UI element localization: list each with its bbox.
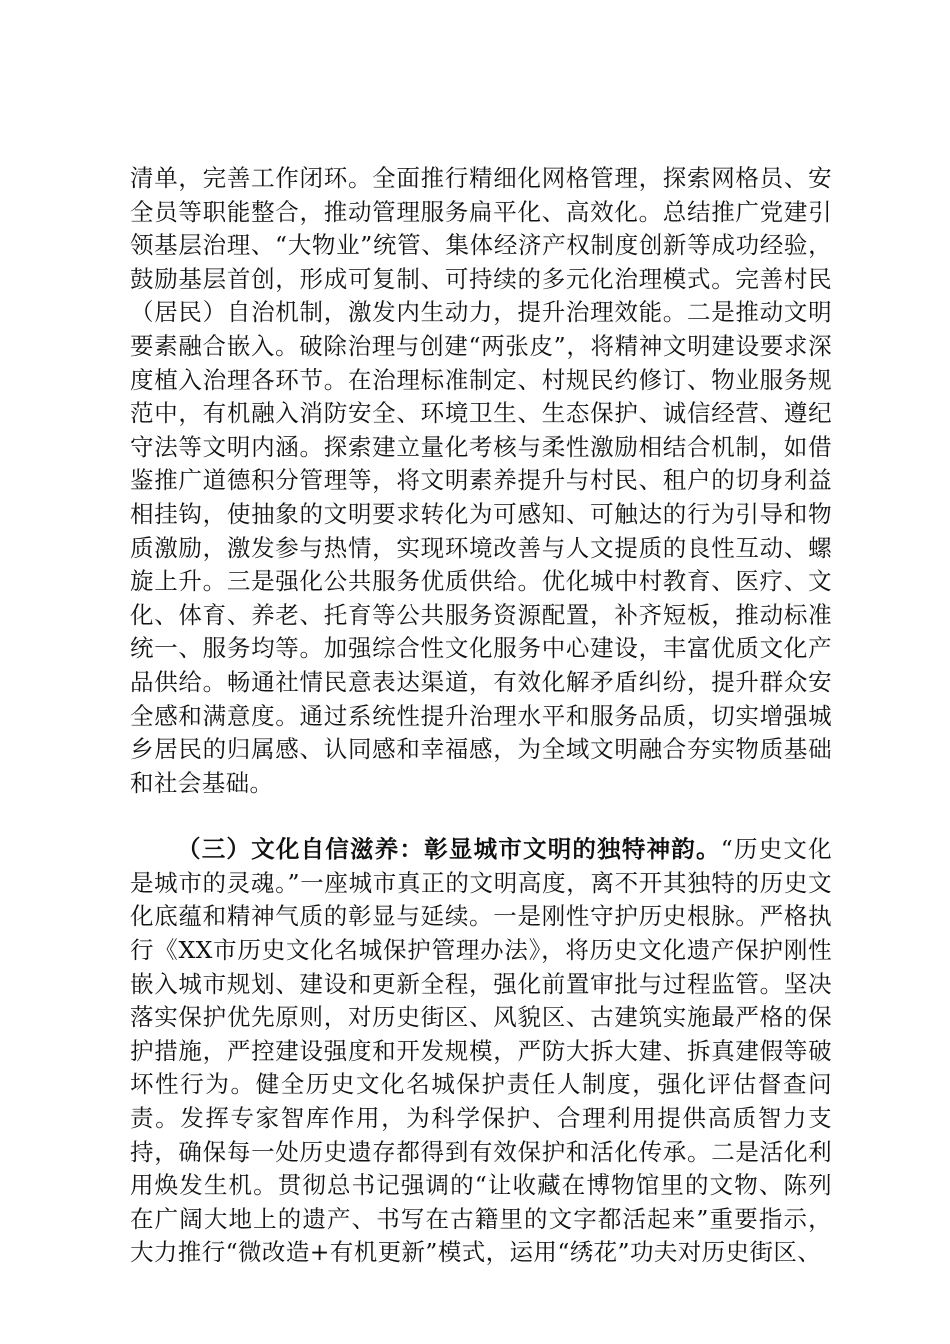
section-body-text: “历史文化是城市的灵魂。”一座城市真正的文明高度，离不开其独特的历史文化底蕴和精神气质的彰显与延续。一是刚性守护历史根脉。严格执行《XX市历史文化名城保护管理办法》，将历史文化遗产保护刚性嵌入城市规划、建设和更新全程，强化前置审批与过程监管。坚决落实保护优先原则，对历史街区、风貌区、古建筑实施最严格的保护措施，严控建设强度和开发规模，严防大拆大建、拆真建假等破坏性行为。健全历史文化名城保护责任人制度，强化评估督查问责。发挥专家智库作用，为科学保护、合理利用提供高质智力支持，确保每一处历史遗存都得到有效保护和活化传承。二是活化利用焕发生机。贯彻总书记强调的“让收藏在博物馆里的文物、陈列在广阔大地上的遗产、书写在古籍里的文字都活起来”重要指示，大力推行“微改造+有机更新”模式，运用“绣花”功夫对历史街区、 <box>130 835 832 1267</box>
document-body <box>130 162 832 1270</box>
section-heading: （三）文化自信滋养：彰显城市文明的独特神韵。 <box>177 835 721 864</box>
body-paragraph: 清单，完善工作闭环。全面推行精细化网格管理，探索网格员、安全员等职能整合，推动管理服务扁平化、高效化。总结推广党建引领基层治理、“大物业”统管、集体经济产权制度创新等成功经验，鼓励基层首创，形成可复制、可持续的多元化治理模式。完善村民（居民）自治机制，激发内生动力，提升治理效能。二是推动文明要素融合嵌入。破除治理与创建“两张皮”，将精神文明建设要求深度植入治理各环节。在治理标准制定、村规民约修订、物业服务规范中，有机融入消防安全、环境卫生、生态保护、诚信经营、遵纪守法等文明内涵。探索建立量化考核与柔性激励相结合机制，如借鉴推广道德积分管理等，将文明素养提升与村民、租户的切身利益相挂钩，使抽象的文明要求转化为可感知、可触达的行为引导和物质激励，激发参与热情，实现环境改善与人文提质的良性互动、螺旋上升。三是强化公共服务优质供给。优化城中村教育、医疗、文化、体育、养老、托育等公共服务资源配置，补齐短板，推动标准统一、服务均等。加强综合性文化服务中心建设，丰富优质文化产品供给。畅通社情民意表达渠道，有效化解矛盾纠纷，提升群众安全感和满意度。通过系统性提升治理水平和服务品质，切实增强城乡居民的归属感、认同感和幸福感，为全域文明融合夯实物质基础和社会基础。 <box>130 164 832 797</box>
section-paragraph <box>130 833 832 1270</box>
